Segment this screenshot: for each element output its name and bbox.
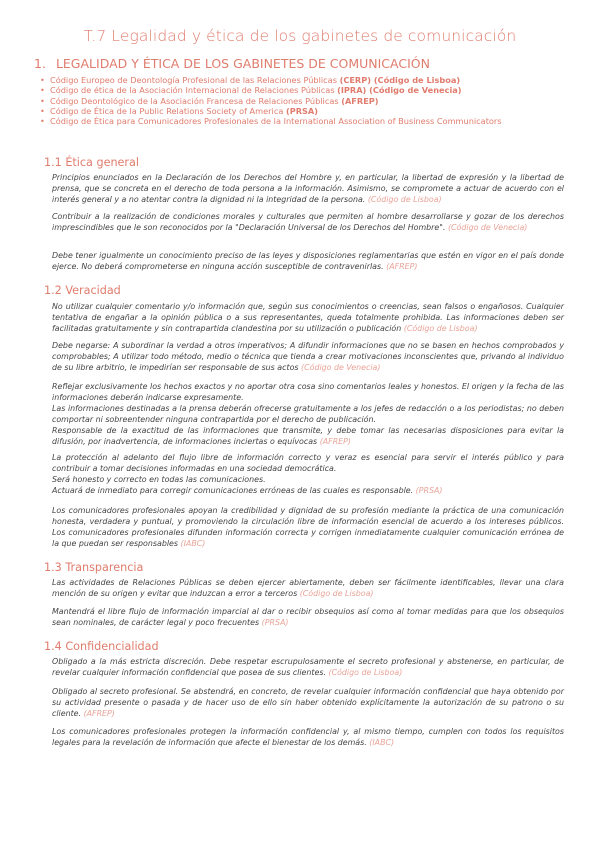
paragraph-text: Las informaciones destinadas a la prensa deberán ofrecerse gratuitamente a los jefes de redacción o a los periodistas; no deben comportar ni sobreentender ninguna contrapartida por el derecho de publicación. [52, 404, 564, 424]
paragraph-text: Los comunicadores profesionales protegen la información confidencial y, al mismo tiempo, cumplen con todos los requisitos legales para la revelación de información que afecte el bienestar de los demás. [52, 727, 564, 747]
section-heading: 1.1 Ética general [44, 156, 139, 169]
code-name: Código Deontológico de la Asociación Francesa de Relaciones Públicas [50, 95, 342, 106]
source-citation: (IABC) [369, 738, 395, 747]
paragraph-text: Reflejar exclusivamente los hechos exactos y no aportar otra cosa sino comentarios leales y honestos. El origen y la fecha de las informaciones deberán indicarse expresamente. [52, 382, 564, 402]
source-citation: (PRSA) [261, 618, 289, 627]
section-paragraph [52, 686, 564, 719]
document-title: T.7 Legalidad y ética de los gabinetes de comunicación [83, 27, 517, 45]
code-name: Código de ética de la Asociación Internacional de Relaciones Públicas [50, 85, 338, 96]
code-list-item [40, 75, 560, 85]
chapter-number: 1. [34, 56, 46, 71]
code-list-item [40, 106, 560, 116]
paragraph-text: Será honesto y correcto en todas las comunicaciones. [52, 475, 266, 484]
code-list-item [40, 85, 560, 95]
paragraph-text: Obligado a la más estricta discreción. Debe respetar escrupulosamente el secreto profesional y abstenerse, en particular, de revelar cualquier información confidencial que posea de sus clientes. [52, 657, 564, 677]
section-paragraph [52, 577, 564, 599]
section-paragraph [52, 505, 564, 549]
section-paragraph [52, 726, 564, 748]
section-heading: 1.2 Veracidad [44, 284, 121, 297]
source-citation: (Código de Lisboa) [367, 195, 442, 204]
code-abbreviation: (PRSA) [285, 105, 318, 116]
paragraph-text: Debe tener igualmente un conocimiento preciso de las leyes y disposiciones reglamentarias que estén en vigor en el país donde ejerce. No deberá comprometerse en ninguna acción susceptible de contravenirlas. [52, 251, 564, 271]
paragraph-text: Obligado al secreto profesional. Se abstendrá, en concreto, de revelar cualquier información confidencial que haya obtenido por su actividad presente o pasada y de hacer uso de ello sin haber obtenido explícitamente la autorización de su patrono o su cliente. [52, 687, 564, 718]
paragraph-text: Debe negarse: A subordinar la verdad a otros imperativos; A difundir informaciones que no se basen en hechos comprobados y comprobables; A utilizar todo método, medio o técnica que tienda a crear motivaciones inconscientes que, privando al individuo de su libre arbitrio, le impedirían ser responsable de sus actos [52, 341, 564, 372]
section-heading: 1.4 Confidencialidad [44, 640, 159, 653]
section-paragraph [52, 381, 564, 447]
paragraph-text: La protección al adelanto del flujo libre de información correcto y veraz es esencial para servir el interés público y para contribuir a tomar decisiones informadas en una sociedad democrática. [52, 453, 564, 473]
source-citation: (Código de Lisboa) [328, 668, 403, 677]
source-citation: (Código de Lisboa) [299, 589, 374, 598]
code-abbreviation: (CERP) (Código de Lisboa) [339, 75, 461, 85]
section-paragraph [52, 452, 564, 496]
code-name: Código Europeo de Deontología Profesional de las Relaciones Públicas [50, 75, 340, 85]
code-name: Código de Ética para Comunicadores Profesionales de la International Association of Business Communicators [50, 116, 502, 127]
paragraph-text: Principios enunciados en la Declaración de los Derechos del Hombre y, en particular, la libertad de expresión y la libertad de prensa, que se concreta en el derecho de toda persona a la información. Asimismo, se compromete a actuar de acuerdo con el interés general y a no atentar contra la dignidad ni la integridad de la persona. [52, 173, 564, 204]
code-abbreviation: (IPRA) (Código de Venecia) [337, 85, 462, 96]
paragraph-text: Las actividades de Relaciones Públicas se deben ejercer abiertamente, deben ser fácilmente identificables, llevar una clara mención de su origen y evitar que induzcan a error a terceros [52, 578, 564, 598]
source-citation: (AFREP) [83, 709, 115, 718]
section-paragraph [52, 211, 564, 233]
section-paragraph [52, 172, 564, 205]
code-abbreviation: (AFREP) [341, 95, 379, 106]
chapter-heading [34, 56, 430, 71]
source-citation: (Código de Venecia) [447, 223, 528, 232]
paragraph-text: Actuará de inmediato para corregir comunicaciones erróneas de las cuales es responsable. [52, 486, 414, 495]
paragraph-text: Contribuir a la realización de condiciones morales y culturales que permiten al hombre desarrollarse y gozar de los derechos imprescindibles que le son reconocidos por la "Declaración Universal de los Derechos del Hombre". [52, 212, 564, 232]
codes-list [40, 75, 560, 126]
section-paragraph [52, 656, 564, 678]
section-paragraph [52, 340, 564, 373]
source-citation: (AFREP) [386, 262, 418, 271]
code-list-item [40, 96, 560, 106]
source-citation: (PRSA) [415, 486, 443, 495]
section-paragraph [52, 250, 564, 272]
paragraph-text: Los comunicadores profesionales apoyan la credibilidad y dignidad de su profesión mediante la práctica de una comunicación honesta, verdadera y puntual, y promoviendo la circulación libre de información esencial de acuerdo a los intereses públicos. Los comunicadores profesionales difunden información correcta y corrigen inmediatamente cualquier comunicación errónea de la que puedan ser responsables [52, 506, 564, 548]
paragraph-text: Mantendrá el libre flujo de información imparcial al dar o recibir obsequios así como al tomar medidas para que los obsequios sean nominales, de carácter legal y poco frecuentes [52, 607, 564, 627]
source-citation: (Código de Lisboa) [403, 324, 478, 333]
source-citation: (Código de Venecia) [301, 363, 381, 372]
code-name: Código de Ética de la Public Relations Society of America [50, 105, 286, 116]
section-paragraph [52, 606, 564, 628]
paragraph-text: No utilizar cualquier comentario y/o información que, según sus conocimientos o creencias, sean falsos o engañosos. Cualquier tentativa de engañar a la opinión pública o a sus representantes, queda totalmente prohibida. Las informaciones deben ser facilitadas gratuitamente y sin contrapartida clandestina por su utilización o publicación [52, 302, 564, 333]
chapter-title: LEGALIDAD Y ÉTICA DE LOS GABINETES DE COMUNICACIÓN [55, 56, 430, 71]
section-paragraph [52, 301, 564, 334]
paragraph-text: Responsable de la exactitud de las informaciones que transmite, y debe tomar las necesarias disposiciones para evitar la difusión, por inadvertencia, de informaciones inciertas o equívocas [52, 426, 564, 446]
code-list-item [40, 116, 560, 126]
section-heading: 1.3 Transparencia [44, 561, 144, 574]
source-citation: (AFREP) [319, 437, 352, 446]
source-citation: (IABC) [180, 539, 206, 548]
